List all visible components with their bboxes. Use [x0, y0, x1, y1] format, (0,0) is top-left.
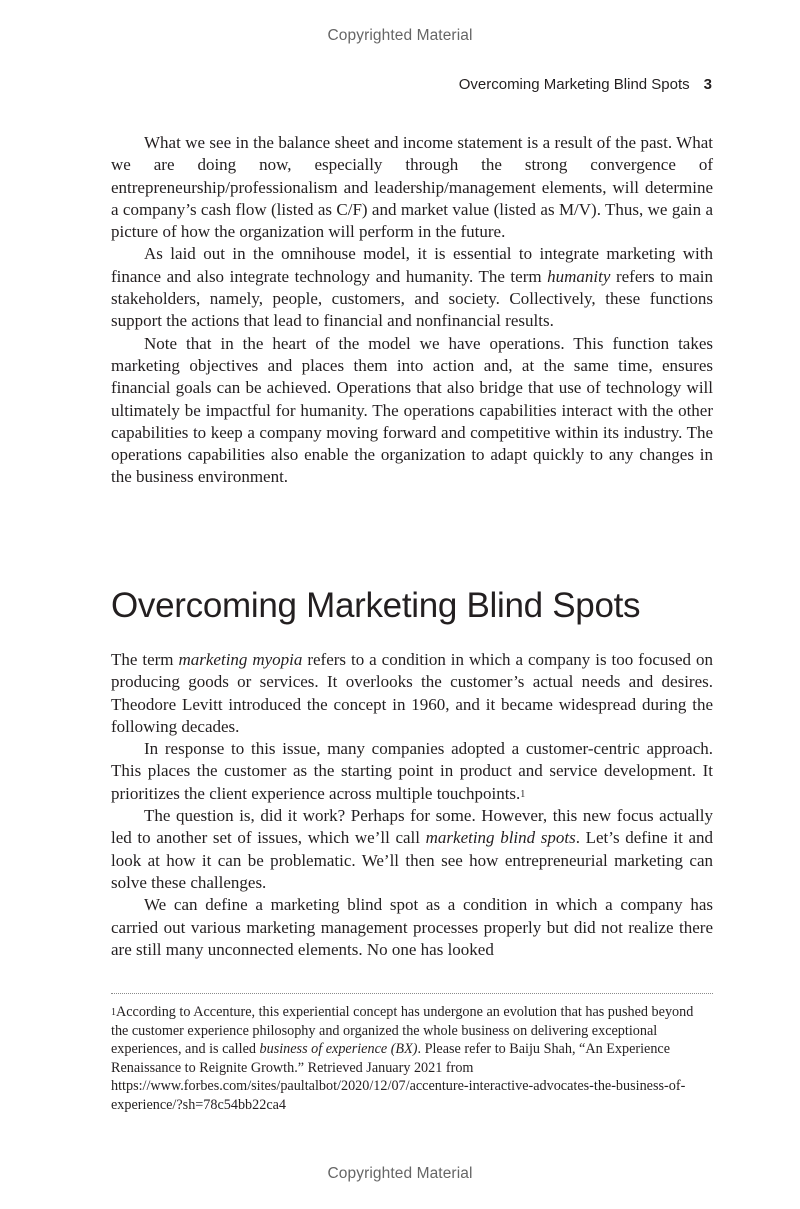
- copyright-watermark-bottom: Copyrighted Material: [327, 1165, 473, 1182]
- paragraph: The question is, did it work? Perhaps for some. However, this new focus actually led to another set of issues, which we’ll call marketing blind spots. Let’s define it and look at how it can be problematic. We’ll then see how entrepreneurial marketing can solve these challenges.: [111, 806, 713, 892]
- footnote-text: $^1$According to Accenture, this experiential concept has undergone an evolution that has pushed beyond the customer experience philosophy and organized the whole business on delivering exceptional experiences, and is called business of experience (BX). Please refer to Baiju Shah, “An Experience Renaissance to Reignite Growth.” Retrieved January 2021 from https://www.forbes.com/sites/paultalbot/2020/12/07/accenture-interactive-advocates-the-business-of-experience/?sh=78c54bb22ca4: [111, 1004, 694, 1113]
- italic-term: marketing blind spots: [425, 828, 576, 848]
- body-text-bottom: [111, 649, 713, 961]
- italic-term: humanity: [547, 266, 611, 286]
- running-head-title: Overcoming Marketing Blind Spots: [458, 76, 690, 93]
- paragraph: The term marketing myopia refers to a condition in which a company is too focused on producing goods or services. It overlooks the customer’s actual needs and desires. Theodore Levitt introduced the concept in 1960, and it became widespread during the following decades.: [111, 650, 713, 736]
- italic-term: business of experience (BX): [259, 1041, 418, 1057]
- footnote: [111, 1003, 713, 1114]
- section-heading: Overcoming Marketing Blind Spots: [111, 586, 641, 625]
- footnote-separator: [111, 993, 713, 994]
- footnote-marker: 1: [111, 1007, 116, 1018]
- paragraph: As laid out in the omnihouse model, it is essential to integrate marketing with finance and also integrate technology and humanity. The term humanity refers to main stakeholders, namely, people, customers, and society. Collectively, these functions support the actions that lead to financial and nonfinancial results.: [111, 244, 713, 331]
- running-head: [459, 76, 712, 93]
- paragraph: Note that in the heart of the model we have operations. This function takes marketing objectives and places them into action and, at the same time, ensures financial goals can be achieved. Operations that also bridge that use of technology will ultimately be impactful for humanity. The operations capabilities interact with the other capabilities to keep a company moving forward and competitive within its industry. The operations capabilities also enable the organization to adapt quickly to any changes in the business environment.: [111, 333, 713, 487]
- body-text-top: [111, 132, 713, 489]
- page-number: 3: [703, 76, 712, 93]
- footnote-reference: 1: [520, 788, 526, 800]
- paragraph: We can define a marketing blind spot as a condition in which a company has carried out various marketing management processes properly but did not realize there are still many unconnected elements. No one has looked: [111, 895, 713, 959]
- paragraph: In response to this issue, many companies adopted a customer-centric approach. This places the customer as the starting point in product and service development. It prioritizes the client experience across multiple touchpoints.$^1$: [111, 739, 713, 803]
- paragraph: What we see in the balance sheet and income statement is a result of the past. What we are doing now, especially through the strong convergence of entrepreneurship/professionalism and leadership/management elements, will determine a company’s cash flow (listed as C/F) and market value (listed as M/V). Thus, we gain a picture of how the organization will perform in the future.: [111, 133, 713, 242]
- italic-term: marketing myopia: [178, 650, 303, 669]
- copyright-watermark-top: Copyrighted Material: [327, 27, 473, 44]
